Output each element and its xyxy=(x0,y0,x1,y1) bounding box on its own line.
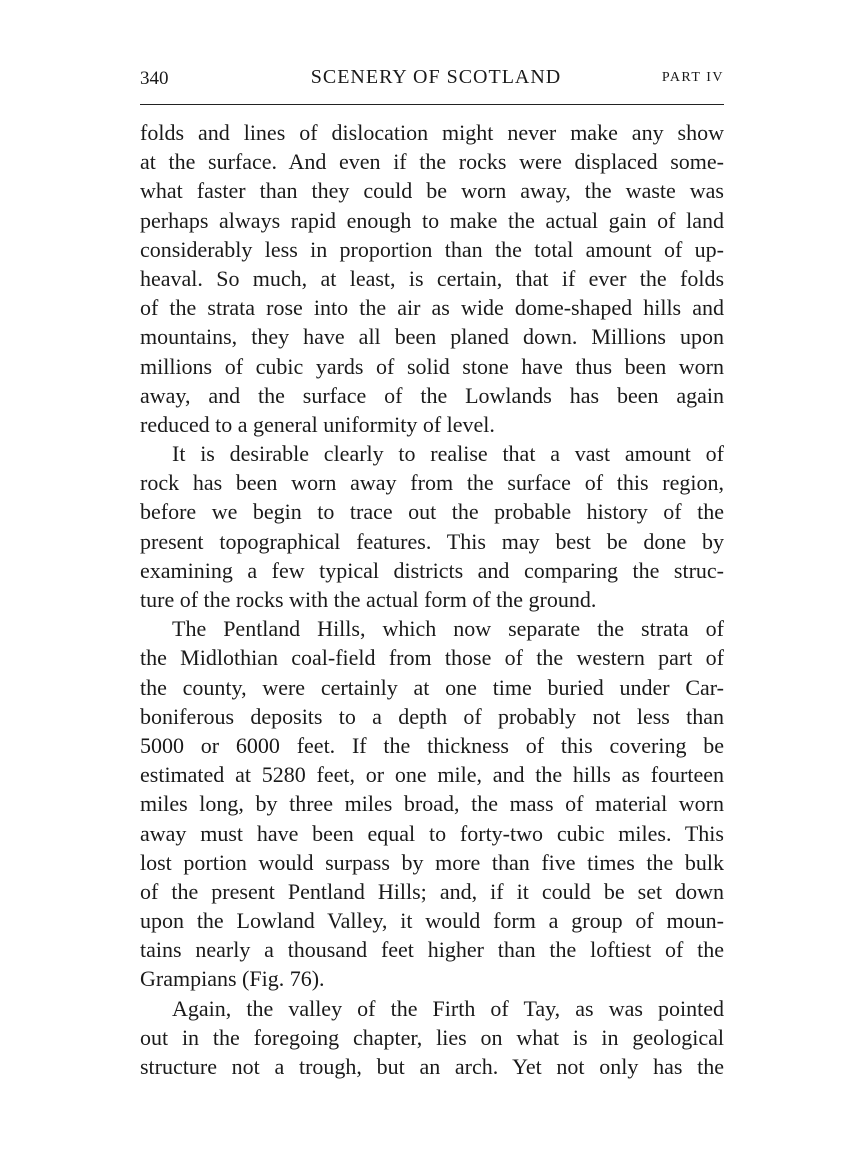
text-line: boniferous deposits to a depth of probably not less than xyxy=(140,703,724,729)
text-line: what faster than they could be worn away, the waste was xyxy=(140,178,724,204)
text-line: the Midlothian coal-field from those of the western part of xyxy=(140,645,724,671)
text-line: millions of cubic yards of solid stone have thus been worn xyxy=(140,353,724,379)
text-line: reduced to a general uniformity of level. xyxy=(140,411,495,437)
text-line: The Pentland Hills, which now separate the strata of xyxy=(172,616,724,642)
text-line: upon the Lowland Valley, it would form a group of moun- xyxy=(140,908,724,934)
text-line: heaval. So much, at least, is certain, that if ever the folds xyxy=(140,265,724,291)
text-line: at the surface. And even if the rocks were displaced some- xyxy=(140,149,724,175)
text-line: before we begin to trace out the probable history of the xyxy=(140,499,724,525)
text-line: lost portion would surpass by more than five times the bulk xyxy=(140,849,724,875)
text-line: folds and lines of dislocation might never make any show xyxy=(140,120,724,145)
running-head xyxy=(140,64,724,94)
text-line: rock has been worn away from the surface of this region, xyxy=(140,470,724,496)
text-line: the county, were certainly at one time buried under Car- xyxy=(140,674,724,700)
text-line: away, and the surface of the Lowlands has been again xyxy=(140,382,724,408)
text-line: It is desirable clearly to realise that a vast amount of xyxy=(172,441,724,467)
text-line: tains nearly a thousand feet higher than the loftiest of the xyxy=(140,937,724,963)
part-label: PART IV xyxy=(661,70,724,85)
text-line: considerably less in proportion than the total amount of up- xyxy=(140,236,724,262)
text-line: perhaps always rapid enough to make the actual gain of land xyxy=(140,207,724,233)
text-line: mountains, they have all been planed down. Millions upon xyxy=(140,324,724,350)
header-rule xyxy=(140,104,724,105)
text-line: structure not a trough, but an arch. Yet not only has the xyxy=(140,1054,724,1079)
text-line: Again, the valley of the Firth of Tay, as was pointed xyxy=(172,995,724,1021)
text-line: examining a few typical districts and comparing the struc- xyxy=(140,557,724,583)
text-line: Grampians (Fig. 76). xyxy=(140,966,325,992)
text-line: 5000 or 6000 feet. If the thickness of this covering be xyxy=(140,732,724,758)
text-line: of the strata rose into the air as wide dome-shaped hills and xyxy=(140,295,724,321)
text-line: away must have been equal to forty-two cubic miles. This xyxy=(140,820,724,846)
text-line: ture of the rocks with the actual form of the ground. xyxy=(140,587,597,612)
page-number: 340 xyxy=(140,68,169,89)
body-text xyxy=(140,118,724,1081)
text-line: estimated at 5280 feet, or one mile, and the hills as fourteen xyxy=(140,762,724,788)
text-line: present topographical features. This may best be done by xyxy=(140,528,724,554)
text-line: miles long, by three miles broad, the mass of material worn xyxy=(140,791,724,817)
text-line: of the present Pentland Hills; and, if it could be set down xyxy=(140,878,724,904)
running-title: SCENERY OF SCOTLAND xyxy=(310,66,562,88)
text-line: out in the foregoing chapter, lies on what is in geological xyxy=(140,1024,724,1050)
